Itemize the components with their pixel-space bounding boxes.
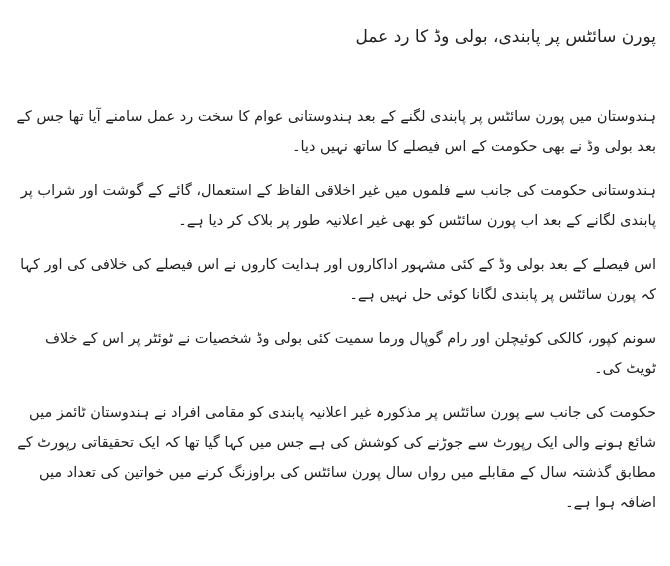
article-paragraph-3: اس فیصلے کے بعد بولی وڈ کے کئی مشہور اداکاروں اور ہدایت کاروں نے اس فیصلے کی خلافی کی اور کہا کہ پورن سائٹس پر پابندی لگانا کوئی حل نہیں ہے۔	[20, 257, 656, 303]
article-title: پورن سائٹس پر پابندی، بولی وڈ کا رد عمل	[355, 27, 656, 47]
article-paragraph-1: ہندوستان میں پورن سائٹس پر پابندی لگنے کے بعد ہندوستانی عوام کا سخت رد عمل سامنے آیا تھا جس کے بعد بولی وڈ نے بھی حکومت کے اس فیصلے کا ساتھ نہیں دیا۔	[16, 109, 656, 155]
article-paragraph-2: ہندوستانی حکومت کی جانب سے فلموں میں غیر اخلاقی الفاظ کے استعمال، گائے کے گوشت اور شراب پر پابندی لگانے کے بعد اب پورن سائٹس کو بھی غیر اعلانیہ طور پر بلاک کر دیا ہے۔	[20, 183, 656, 229]
article-paragraph-5: حکومت کی جانب سے پورن سائٹس پر مذکورہ غیر اعلانیہ پابندی کو مقامی افراد نے ہندوستان ٹائمز میں شائع ہونے والی ایک رپورٹ سے جوڑنے کی کوشش کی ہے جس میں کہا گیا تھا کہ ایک تحقیقاتی رپورٹ کے مطابق گذشتہ سال کے مقابلے میں رواں سال پورن سائٹس کی براوزنگ کرنے میں خواتین کی تعداد میں اضافہ ہوا ہے۔	[17, 405, 656, 511]
article-paragraph-4: سونم کپور، کالکی کوئیچلن اور رام گوپال ورما سمیت کئی بولی وڈ شخصیات نے ٹوئٹر پر اس کے خلاف ٹویٹ کی۔	[45, 331, 656, 377]
